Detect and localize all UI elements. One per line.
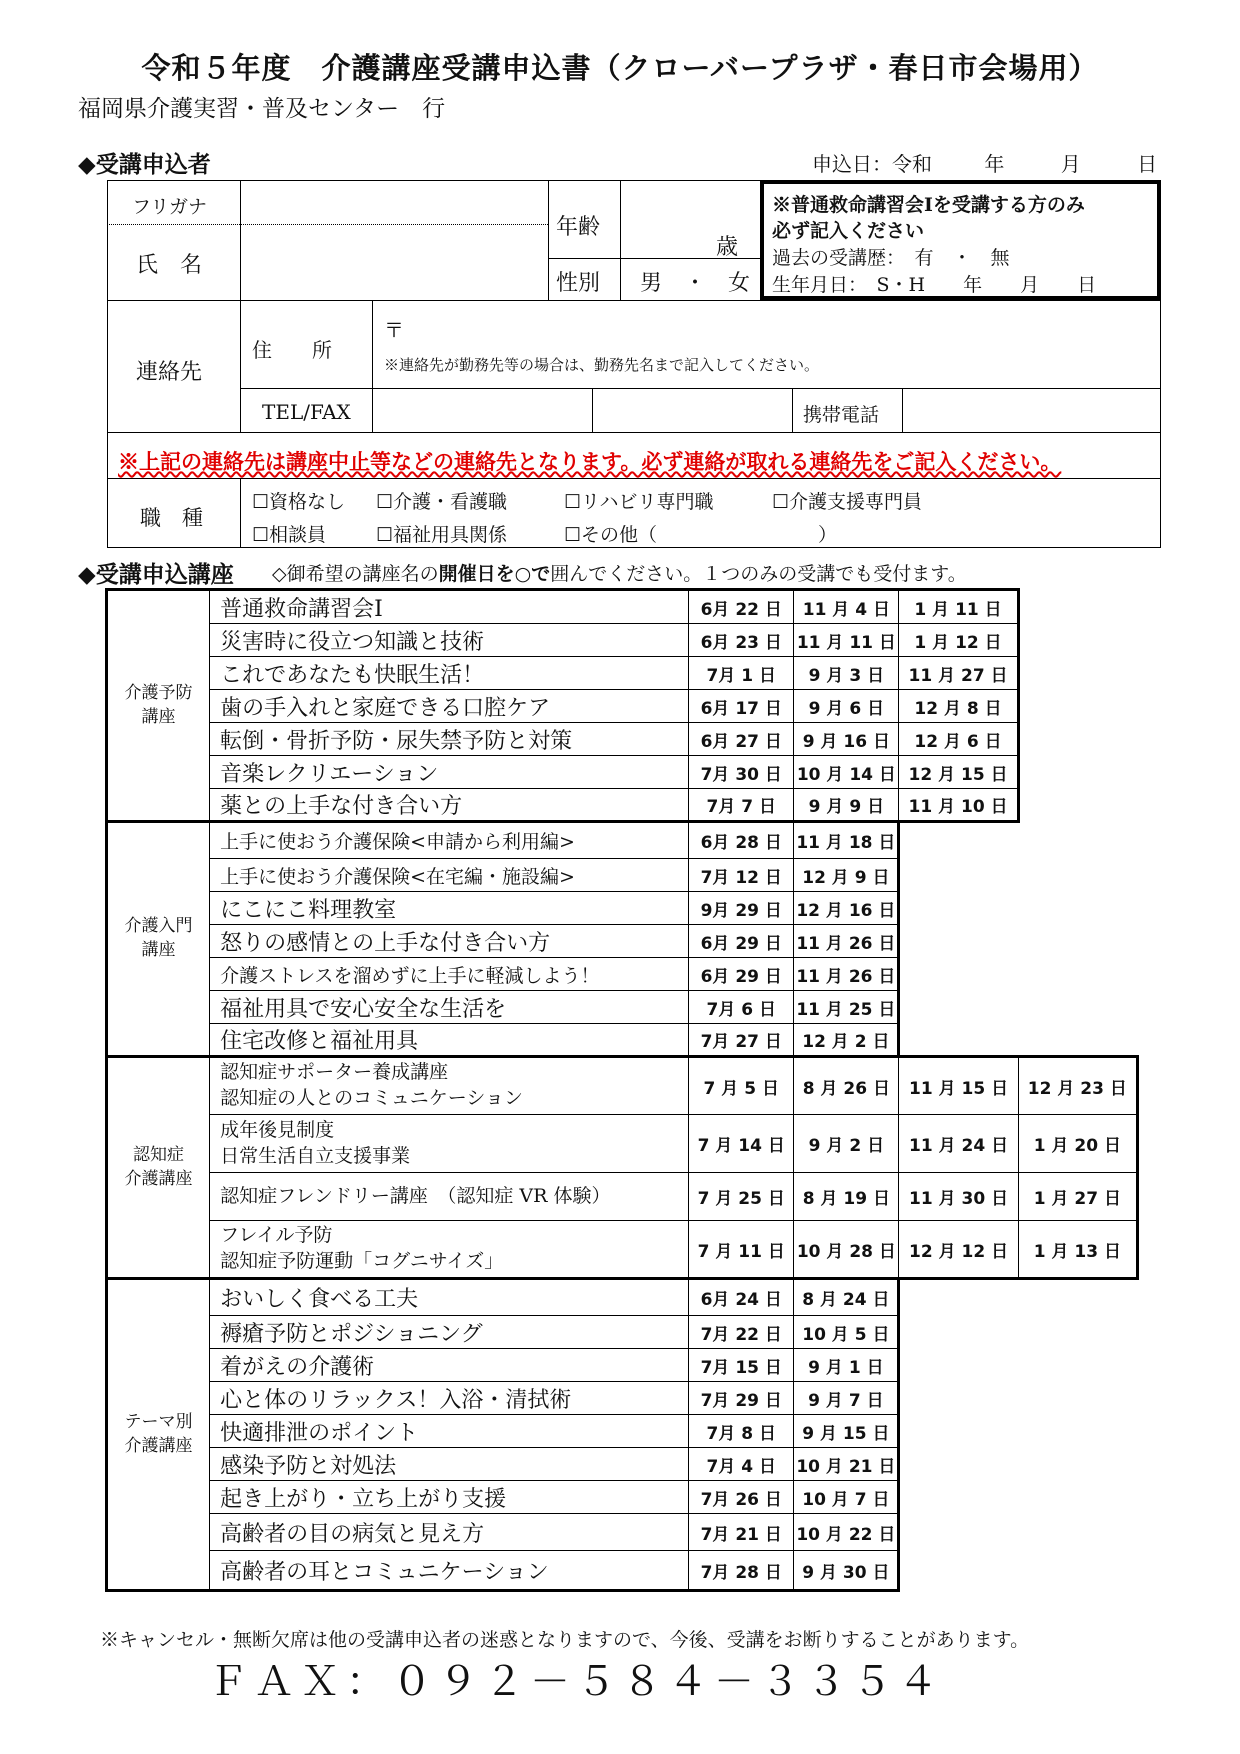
course-date[interactable]: 12 月 9 日 [794,859,899,892]
course-name-line: 認知症の人とのコミュニケーション [220,1087,523,1109]
course-name [210,1173,689,1221]
empty-cell [899,1481,1018,1514]
course-date[interactable]: 12 月 16 日 [794,892,899,925]
course-name: 歯の手入れと家庭できる口腔ケア [210,690,689,723]
mobile-label: 携帯電話 [803,404,880,426]
course-name: 着がえの介護術 [210,1349,689,1382]
course-date[interactable]: 7月 8 日 [689,1415,794,1448]
cpr-notice-line2: 必ず記入ください [772,220,925,242]
empty-cell [1018,1481,1137,1514]
date-year-label: 年 [984,152,1005,176]
instruction-suffix: 囲んでください。１つのみの受講でも受付ます。 [550,563,967,585]
cancel-note: ※キャンセル・無断欠席は他の受講申込者の迷惑となりますので、今後、受講をお断りすることがあります。 [100,1629,1030,1651]
course-date[interactable]: 7月 6 日 [689,991,794,1024]
course-date[interactable]: 6月 27 日 [689,723,794,756]
empty-cell [899,859,1018,892]
course-date[interactable]: 11 月 30 日 [899,1173,1018,1221]
course-row [107,1448,1138,1481]
empty-cell [899,1415,1018,1448]
course-name: 薬との上手な付き合い方 [210,789,689,822]
course-name: にこにこ料理教室 [210,892,689,925]
course-row [107,723,1138,756]
course-date[interactable]: 9 月 15 日 [794,1415,899,1448]
course-category-line: 介護予防 [124,682,193,703]
course-category-line: 介護講座 [124,1168,193,1189]
course-row [107,925,1138,958]
empty-cell [899,1382,1018,1415]
course-name [210,1221,689,1279]
course-row [107,1382,1138,1415]
mobile-input[interactable] [904,390,1159,430]
furigana-label: フリガナ [132,196,208,218]
occupation-other[interactable]: ☐その他（ [564,524,658,546]
course-row [107,1024,1138,1057]
page-title: 令和５年度 介護講座受講申込書（クローバープラザ・春日市会場用） [141,51,1099,85]
course-date[interactable]: 9 月 30 日 [794,1551,899,1591]
course-date[interactable]: 12 月 2 日 [794,1024,899,1057]
empty-cell [1018,1514,1137,1551]
course-name [210,1057,689,1115]
course-row [107,1349,1138,1382]
date-month-label: 月 [1060,152,1081,176]
course-date[interactable]: 10 月 22 日 [794,1514,899,1551]
course-date[interactable]: 7 月 14 日 [689,1115,794,1173]
course-name-line: 認知症フレンドリー講座 （認知症 VR 体験） [220,1184,611,1207]
course-date[interactable]: 1 月 12 日 [899,624,1018,657]
course-name-line: 日常生活自立支援事業 [220,1144,411,1167]
course-row [107,958,1138,991]
course-date[interactable]: 7月 29 日 [689,1382,794,1415]
course-date[interactable]: 9月 29 日 [689,892,794,925]
contact-label: 連絡先 [136,360,203,385]
course-date[interactable]: 10 月 28 日 [794,1221,899,1279]
course-instruction [272,559,967,586]
course-row [107,991,1138,1024]
course-name: 上手に使おう介護保険<申請から利用編> [210,822,689,859]
empty-cell [1018,657,1137,690]
age-unit: 歳 [716,235,739,260]
empty-cell [1018,1382,1137,1415]
instruction-prefix: ◇御希望の講座名の [272,563,439,585]
course-date[interactable]: 10 月 14 日 [794,756,899,789]
sex-options[interactable]: 男 ・ 女 [640,271,751,296]
occupation-none[interactable]: ☐資格なし [252,491,346,513]
empty-cell [899,958,1018,991]
course-row [107,1115,1138,1173]
occupation-care-nursing[interactable]: ☐介護・看護職 [376,491,508,513]
course-name: 福祉用具で安心安全な生活を [210,991,689,1024]
empty-cell [899,892,1018,925]
occupation-care-manager[interactable]: ☐介護支援専門員 [772,491,923,513]
course-date[interactable]: 12 月 15 日 [899,756,1018,789]
course-name: 住宅改修と福祉用具 [210,1024,689,1057]
course-row [107,657,1138,690]
course-category-line: 講座 [141,706,176,727]
empty-cell [899,991,1018,1024]
applicant-section-title: ◆受講申込者 [78,152,211,178]
empty-cell [1018,1415,1137,1448]
occupation-welfare-equipment[interactable]: ☐福祉用具関係 [376,524,508,546]
empty-cell [899,822,1018,859]
course-row [107,624,1138,657]
course-date[interactable]: 11 月 10 日 [899,789,1018,822]
empty-cell [1018,756,1137,789]
course-row [107,789,1138,822]
course-date[interactable]: 1 月 20 日 [1018,1115,1137,1173]
course-name-line: フレイル予防 [220,1224,333,1247]
empty-cell [899,1024,1018,1057]
course-name: 災害時に役立つ知識と技術 [210,624,689,657]
empty-cell [1018,859,1137,892]
course-date[interactable]: 11 月 24 日 [899,1115,1018,1173]
course-name: 心と体のリラックス！入浴・清拭術 [210,1382,689,1415]
empty-cell [899,1514,1018,1551]
course-date[interactable]: 6月 28 日 [689,822,794,859]
course-date[interactable]: 1 月 13 日 [1018,1221,1137,1279]
application-date [812,148,1157,177]
empty-cell [899,1279,1018,1316]
empty-cell [899,1448,1018,1481]
course-row [107,822,1138,859]
course-date[interactable]: 11 月 4 日 [794,590,899,624]
course-name: 音楽レクリエーション [210,756,689,789]
course-date[interactable]: 9 月 3 日 [794,657,899,690]
course-date[interactable]: 8 月 24 日 [794,1279,899,1316]
empty-cell [1018,1349,1137,1382]
tel-input[interactable] [374,390,590,430]
course-date[interactable]: 11 月 26 日 [794,925,899,958]
course-name: 怒りの感情との上手な付き合い方 [210,925,689,958]
course-date[interactable]: 8 月 26 日 [794,1057,899,1115]
course-date[interactable]: 11 月 25 日 [794,991,899,1024]
course-date[interactable]: 6月 22 日 [689,590,794,624]
empty-cell [1018,1279,1137,1316]
course-date[interactable]: 1 月 11 日 [899,590,1018,624]
course-name: 快適排泄のポイント [210,1415,689,1448]
empty-cell [899,1551,1018,1591]
course-date[interactable]: 11 月 11 日 [794,624,899,657]
cpr-notice-line1: ※普通救命講習会Ⅰを受講する方のみ [772,194,1085,216]
course-row [107,1316,1138,1349]
course-name: おいしく食べる工夫 [210,1279,689,1316]
course-name: これであなたも快眠生活！ [210,657,689,690]
course-date[interactable]: 7月 30 日 [689,756,794,789]
empty-cell [899,1349,1018,1382]
address-note: ※連絡先が勤務先等の場合は、勤務先名まで記入してください。 [384,356,820,374]
course-date[interactable]: 10 月 7 日 [794,1481,899,1514]
telfax-label: TEL/FAX [262,400,351,424]
contact-warning: ※上記の連絡先は講座中止等などの連絡先となります。必ず連絡が取れる連絡先をご記入ください。 [118,449,1062,474]
empty-cell [1018,991,1137,1024]
empty-cell [1018,624,1137,657]
course-date[interactable]: 9 月 7 日 [794,1382,899,1415]
course-category-line: テーマ別 [124,1411,193,1432]
course-date[interactable]: 6月 29 日 [689,958,794,991]
course-row [107,859,1138,892]
course-date[interactable]: 9 月 2 日 [794,1115,899,1173]
course-date[interactable]: 7月 1 日 [689,657,794,690]
empty-cell [1018,1024,1137,1057]
course-date[interactable]: 6月 29 日 [689,925,794,958]
course-date[interactable]: 10 月 21 日 [794,1448,899,1481]
course-row [107,1221,1138,1279]
empty-cell [1018,590,1137,624]
course-date[interactable]: 7月 27 日 [689,1024,794,1057]
course-date[interactable]: 9 月 9 日 [794,789,899,822]
postal-mark: 〒 [384,318,404,342]
course-row [107,892,1138,925]
course-date[interactable]: 1 月 27 日 [1018,1173,1137,1221]
course-date[interactable]: 6月 24 日 [689,1279,794,1316]
course-row [107,1415,1138,1448]
course-name: 上手に使おう介護保険<在宅編・施設編> [210,859,689,892]
furigana-input[interactable] [242,182,546,222]
course-section-title: ◆受講申込講座 [78,562,234,588]
course-date[interactable]: 9 月 16 日 [794,723,899,756]
empty-cell [1018,1316,1137,1349]
cpr-birthdate[interactable]: 生年月日： S・H 年 月 日 [772,274,1097,296]
empty-cell [1018,925,1137,958]
course-date[interactable]: 7月 21 日 [689,1514,794,1551]
occupation-counselor[interactable]: ☐相談員 [252,524,327,546]
course-row [107,756,1138,789]
course-row [107,1279,1138,1316]
empty-cell [1018,892,1137,925]
course-row [107,1514,1138,1551]
course-name-line: 認知症サポーター養成講座 [220,1061,449,1084]
occupation-other-close: ） [818,524,838,546]
instruction-bold: 開催日を○で [438,563,551,585]
course-name: 普通救命講習会Ⅰ [210,590,689,624]
course-row [107,690,1138,723]
empty-cell [1018,1448,1137,1481]
date-day-label: 日 [1137,152,1158,176]
course-category-line: 講座 [141,940,176,960]
course-date[interactable]: 12 月 23 日 [1018,1057,1137,1115]
address-label: 住 所 [252,338,332,362]
course-category [107,590,210,822]
course-name: 起き上がり・立ち上がり支援 [210,1481,689,1514]
empty-cell [1018,1551,1137,1591]
course-row [107,1551,1138,1591]
course-date[interactable]: 9 月 1 日 [794,1349,899,1382]
course-category-line: 介護入門 [124,916,193,937]
course-date[interactable]: 6月 23 日 [689,624,794,657]
empty-cell [1018,789,1137,822]
course-name-line: 認知症予防運動「コグニサイズ」 [220,1250,504,1272]
course-category [107,1279,210,1591]
course-date[interactable]: 7月 26 日 [689,1481,794,1514]
cpr-history[interactable]: 過去の受講歴： 有 ・ 無 [772,247,1010,269]
course-date[interactable]: 11 月 26 日 [794,958,899,991]
course-name: 褥瘡予防とポジショニング [210,1316,689,1349]
occupation-rehab[interactable]: ☐リハビリ専門職 [564,491,714,513]
course-date[interactable]: 10 月 5 日 [794,1316,899,1349]
course-category-line: 介護講座 [124,1435,193,1456]
course-row [107,590,1138,624]
sex-label: 性別 [556,271,601,296]
empty-cell [1018,690,1137,723]
course-date[interactable]: 11 月 27 日 [899,657,1018,690]
date-label: 申込日：令和 [812,152,932,176]
course-date[interactable]: 7月 12 日 [689,859,794,892]
course-date[interactable]: 7月 22 日 [689,1316,794,1349]
course-date[interactable]: 8 月 19 日 [794,1173,899,1221]
course-date[interactable]: 7月 7 日 [689,789,794,822]
destination: 福岡県介護実習・普及センター 行 [78,96,446,122]
course-row [107,1173,1138,1221]
course-date[interactable]: 7 月 11 日 [689,1221,794,1279]
course-date[interactable]: 12 月 8 日 [899,690,1018,723]
empty-cell [1018,958,1137,991]
age-label: 年齢 [556,215,601,240]
course-date[interactable]: 6月 17 日 [689,690,794,723]
course-name-line: 成年後見制度 [220,1118,335,1141]
empty-cell [1018,723,1137,756]
course-date[interactable]: 7月 15 日 [689,1349,794,1382]
course-date[interactable]: 7 月 5 日 [689,1057,794,1115]
course-date[interactable]: 11 月 18 日 [794,822,899,859]
course-name: 高齢者の目の病気と見え方 [210,1514,689,1551]
name-label: 氏 名 [136,253,203,278]
course-date[interactable]: 7月 4 日 [689,1448,794,1481]
course-date[interactable]: 7 月 25 日 [689,1173,794,1221]
course-row [107,1057,1138,1115]
course-date[interactable]: 9 月 6 日 [794,690,899,723]
course-name: 転倒・骨折予防・尿失禁予防と対策 [210,723,689,756]
course-name: 高齢者の耳とコミュニケーション [210,1551,689,1591]
course-category [107,822,210,1057]
course-date[interactable]: 12 月 6 日 [899,723,1018,756]
course-name: 感染予防と対処法 [210,1448,689,1481]
course-category-line: 認知症 [133,1144,185,1165]
course-table [105,588,1139,1592]
fax-input[interactable] [594,390,790,430]
course-name: 介護ストレスを溜めずに上手に軽減しよう！ [210,958,689,991]
empty-cell [899,1316,1018,1349]
course-date[interactable]: 11 月 15 日 [899,1057,1018,1115]
name-input[interactable] [242,226,546,298]
course-name [210,1115,689,1173]
course-row [107,1481,1138,1514]
course-date[interactable]: 7月 28 日 [689,1551,794,1591]
empty-cell [1018,822,1137,859]
empty-cell [899,925,1018,958]
fax-number: ＦＡＸ：０９２－５８４－３３５４ [208,1659,944,1705]
course-category [107,1057,210,1279]
occupation-label: 職 種 [140,506,203,530]
course-date[interactable]: 12 月 12 日 [899,1221,1018,1279]
